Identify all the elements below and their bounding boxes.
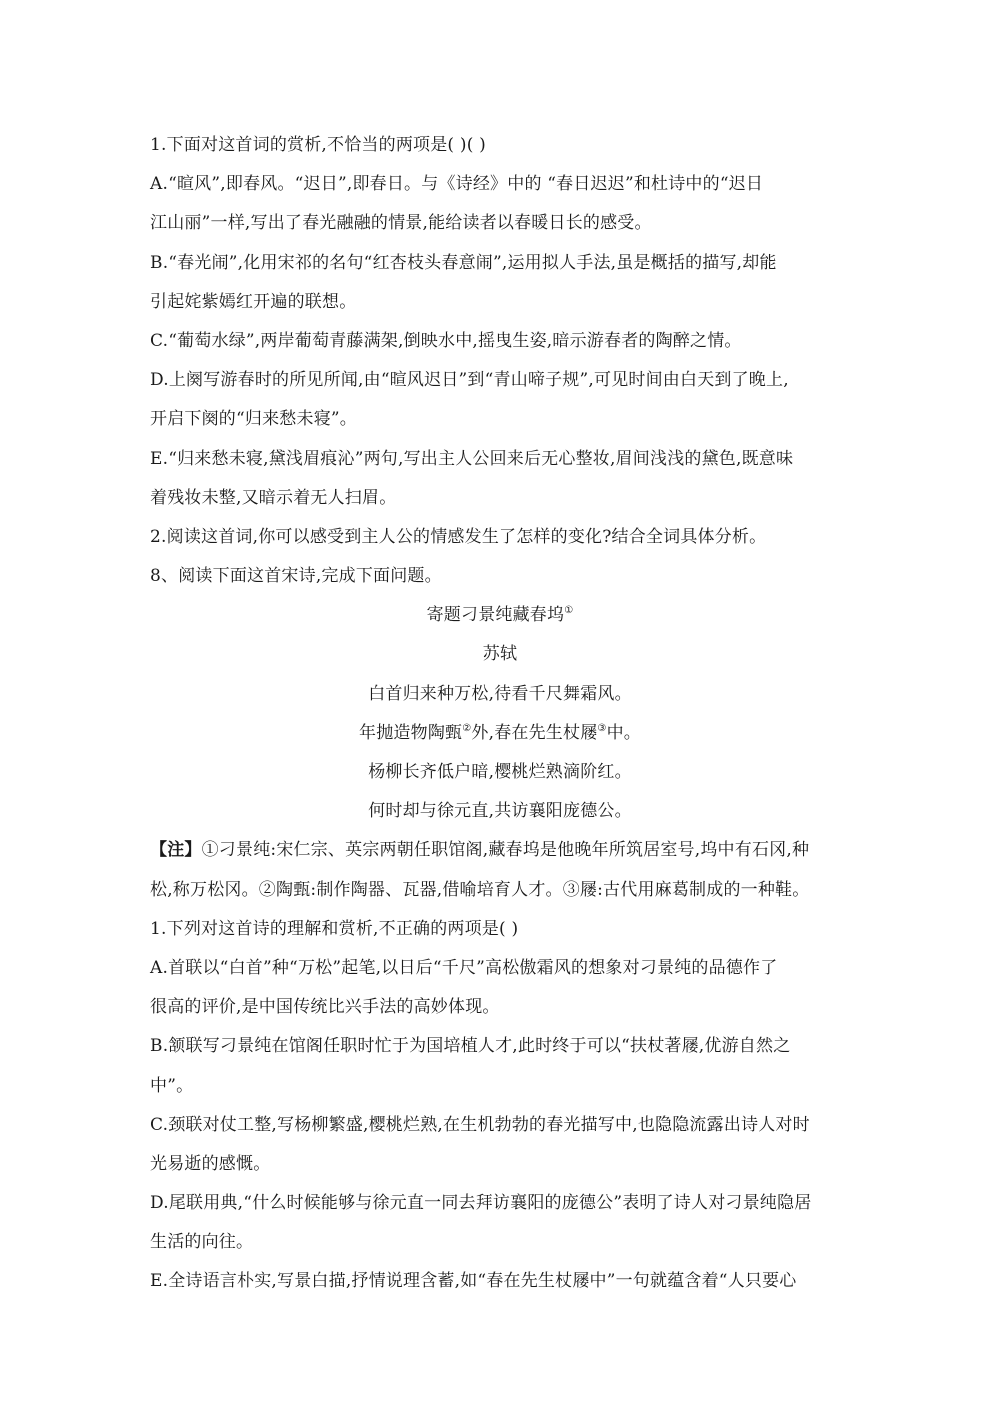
poem-line-2 (150, 714, 850, 753)
question-8-intro: 8、阅读下面这首宋诗,完成下面问题。 (150, 566, 442, 587)
q1-option-c-line1: C.“葡萄水绿”,两岸葡萄青藤满架,倒映水中,摇曳生姿,暗示游春者的陶醉之情。 (150, 330, 742, 351)
poem-line-2-part-a: 年抛造物陶甄 (359, 722, 463, 743)
q8-option-c-line1: C.颈联对仗工整,写杨柳繁盛,樱桃烂熟,在生机勃勃的春光描写中,也隐隐流露出诗人对时 (150, 1114, 810, 1135)
q8-option-c-line2: 光易逝的感慨。 (150, 1153, 271, 1174)
poem-author: 苏轼 (482, 644, 518, 665)
poem-line-3: 杨柳长齐低户暗,樱桃烂熟滴阶红。 (368, 762, 632, 782)
q8-option-d-line2: 生活的向往。 (150, 1232, 254, 1253)
q8-option-b-line1: B.颔联写刁景纯在馆阁任职时忙于为国培植人才,此时终于可以“扶杖著屦,优游自然之 (150, 1036, 791, 1057)
q1-option-a-line1: A.“暄风”,即春风。“迟日”,即春日。与《诗经》中的 “春日迟迟”和杜诗中的“迟日 (150, 174, 764, 195)
question-8-1-stem: 1.下列对这首诗的理解和赏析,不正确的两项是( ) (150, 918, 519, 939)
poem-line-2-part-b: 外,春在先生杖屦 (471, 722, 598, 743)
q1-option-a-line2: 江山丽”一样,写出了春光融融的情景,能给读者以春暖日长的感受。 (150, 213, 652, 234)
footnote-mark-2: ② (462, 722, 472, 734)
poem-line-4: 何时却与徐元直,共访襄阳庞德公。 (368, 801, 632, 822)
poem-title (150, 596, 850, 635)
q8-option-a-line1: A.首联以“白首”种“万松”起笔,以日后“千尺”高松傲霜风的想象对刁景纯的品德作了 (150, 957, 778, 978)
q1-option-b-line1: B.“春光闹”,化用宋祁的名句“红杏枝头春意闹”,运用拟人手法,虽是概括的描写,却能 (150, 252, 777, 273)
q8-option-e-line1: E.全诗语言朴实,写景白描,抒情说理含蓄,如“春在先生杖屦中”一句就蕴含着“人只要心 (150, 1271, 797, 1292)
poem-title-text: 寄题刁景纯藏春坞 (426, 605, 565, 626)
note-line-1 (150, 831, 850, 870)
question-2: 2.阅读这首词,你可以感受到主人公的情感发生了怎样的变化?结合全词具体分析。 (150, 526, 767, 547)
note-text-1: ①刁景纯:宋仁宗、英宗两朝任职馆阁,藏春坞是他晚年所筑居室号,坞中有石冈,种 (201, 840, 810, 861)
q8-option-a-line2: 很高的评价,是中国传统比兴手法的高妙体现。 (150, 997, 500, 1018)
document-page (150, 126, 850, 1302)
footnote-mark-3: ③ (597, 722, 607, 734)
q1-option-d-line1: D.上阕写游春时的所见所闻,由“暄风迟日”到“青山啼子规”,可见时间由白天到了晚上, (150, 370, 789, 391)
q1-option-e-line1: E.“归来愁未寝,黛浅眉痕沁”两句,写出主人公回来后无心整妆,眉间浅浅的黛色,既意味 (150, 448, 794, 469)
q1-option-e-line2: 着残妆未整,又暗示着无人扫眉。 (150, 487, 397, 508)
question-1-stem: 1.下面对这首词的赏析,不恰当的两项是( )( ) (150, 135, 486, 155)
q1-option-d-line2: 开启下阕的“归来愁未寝”。 (150, 409, 357, 430)
poem-line-2-part-c: 中。 (606, 722, 641, 743)
q1-option-b-line2: 引起姹紫嫣红开遍的联想。 (150, 291, 357, 312)
poem-title-footnote-mark: ① (564, 605, 574, 617)
q8-option-d-line1: D.尾联用典,“什么时候能够与徐元直一同去拜访襄阳的庞德公”表明了诗人对刁景纯隐居 (150, 1193, 812, 1214)
note-tag: 【注】 (150, 840, 202, 861)
q8-option-b-line2: 中”。 (150, 1075, 194, 1096)
note-line-2: 松,称万松冈。②陶甄:制作陶器、瓦器,借喻培育人才。③屦:古代用麻葛制成的一种鞋。 (150, 879, 810, 900)
poem-line-1: 白首归来种万松,待看千尺舞霜风。 (368, 683, 632, 704)
